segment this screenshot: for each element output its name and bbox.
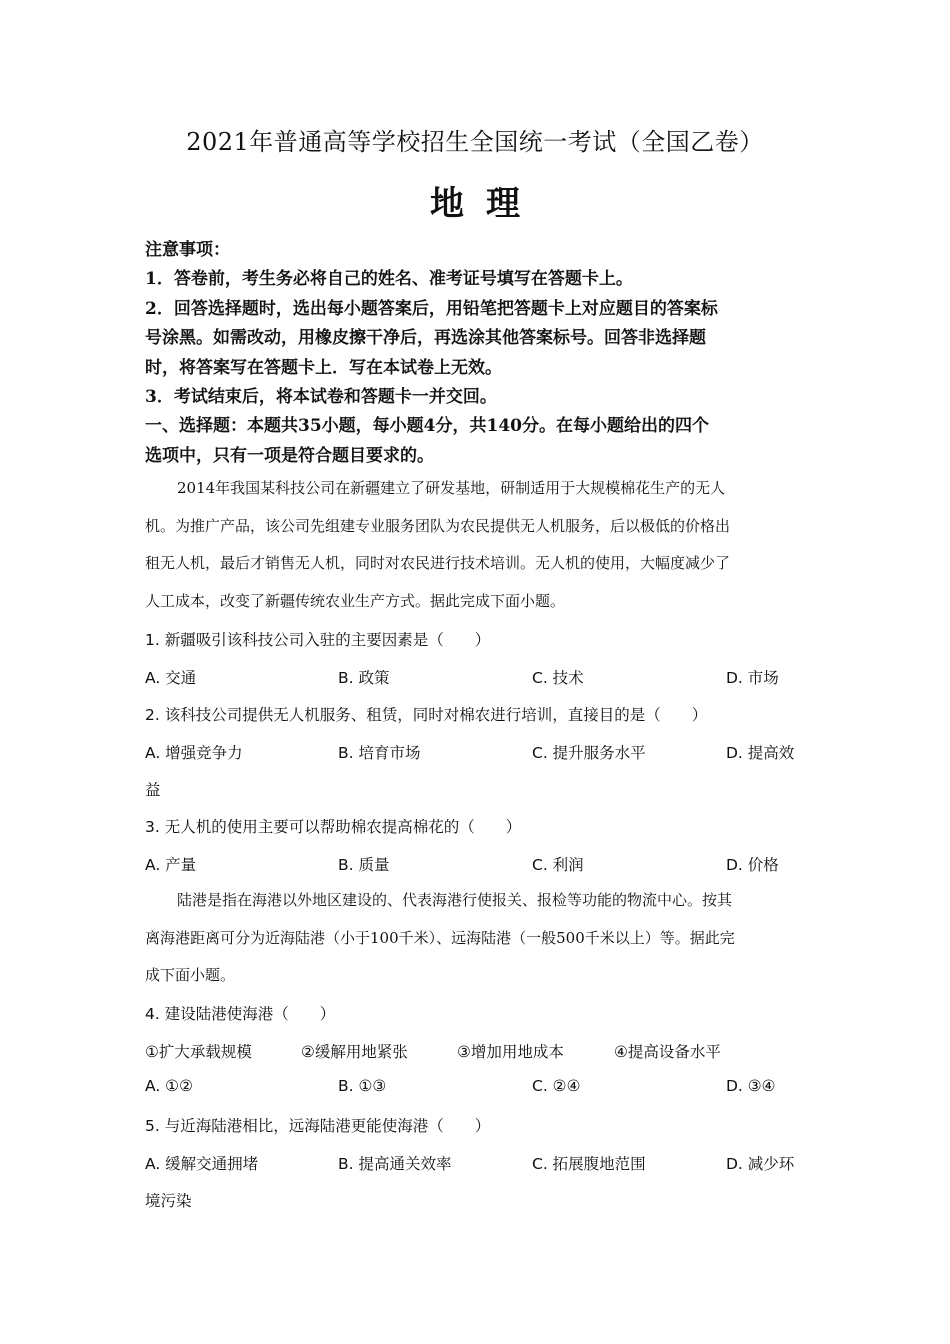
passage-line: 机。为推广产品，该公司先组建专业服务团队为农民提供无人机服务，后以极低的价格出	[145, 516, 731, 535]
option-a: A. 产量	[145, 856, 197, 874]
passage-line: 离海港距离可分为近海陆港（小于100千米）、远海陆港（一般500千米以上）等。据此完	[145, 928, 735, 947]
statement-3: ③增加用地成本	[457, 1043, 564, 1061]
option-a: A. 缓解交通拥堵	[145, 1155, 259, 1173]
option-a: A. 增强竞争力	[145, 744, 243, 762]
section-heading-line: 一、选择题：本题共35小题，每小题4分，共140分。在每小题给出的四个	[145, 416, 709, 437]
option-d: D. 市场	[726, 669, 779, 687]
option-d: D. 提高效	[726, 744, 795, 762]
statement-1: ①扩大承载规模	[145, 1043, 252, 1061]
option-d: D. 减少环	[726, 1155, 795, 1173]
option-a: A. ①②	[145, 1077, 193, 1095]
option-c: C. 利润	[532, 856, 584, 874]
notice-line: 1．答卷前，考生务必将自己的姓名、准考证号填写在答题卡上。	[145, 269, 633, 290]
question-1-stem: 1. 新疆吸引该科技公司入驻的主要因素是（ ）	[145, 631, 491, 649]
statement-2: ②缓解用地紧张	[301, 1043, 408, 1061]
passage-line: 2014年我国某科技公司在新疆建立了研发基地，研制适用于大规模棉花生产的无人	[177, 479, 726, 497]
passage-line: 人工成本，改变了新疆传统农业生产方式。据此完成下面小题。	[145, 591, 566, 610]
option-c: C. ②④	[532, 1077, 581, 1095]
question-5-options	[145, 1152, 810, 1174]
question-2-stem: 2. 该科技公司提供无人机服务、租赁，同时对棉农进行培训，直接目的是（ ）	[145, 706, 708, 724]
question-4-statements	[145, 1040, 810, 1062]
passage-line: 陆港是指在海港以外地区建设的、代表海港行使报关、报检等功能的物流中心。按其	[177, 891, 733, 909]
option-d: D. ③④	[726, 1077, 776, 1095]
passage-line: 成下面小题。	[145, 966, 236, 984]
section-heading-line: 选项中，只有一项是符合题目要求的。	[145, 445, 434, 466]
notice-section	[145, 236, 810, 471]
notice-line: 时，将答案写在答题卡上．写在本试卷上无效。	[145, 357, 502, 378]
option-c: C. 提升服务水平	[532, 744, 646, 762]
subject-title: 地理	[430, 184, 542, 224]
passage-dry-port	[145, 882, 810, 995]
notice-heading: 注意事项：	[145, 240, 230, 260]
question-5-option-d-wrap: 境污染	[145, 1192, 192, 1210]
option-a: A. 交通	[145, 669, 197, 687]
option-b: B. 培育市场	[338, 744, 421, 762]
question-5-stem: 5. 与近海陆港相比，远海陆港更能使海港（ ）	[145, 1117, 491, 1135]
option-c: C. 拓展腹地范围	[532, 1155, 646, 1173]
question-2-option-d-wrap: 益	[145, 781, 161, 799]
question-2-options	[145, 741, 810, 763]
question-3-stem: 3. 无人机的使用主要可以帮助棉农提高棉花的（ ）	[145, 818, 522, 836]
question-1-options	[145, 666, 810, 688]
option-b: B. 提高通关效率	[338, 1155, 452, 1173]
exam-title: 2021年普通高等学校招生全国统一考试（全国乙卷）	[186, 128, 764, 156]
statement-4: ④提高设备水平	[614, 1043, 721, 1061]
option-b: B. 质量	[338, 856, 390, 874]
option-b: B. 政策	[338, 669, 390, 687]
option-b: B. ①③	[338, 1077, 387, 1095]
option-c: C. 技术	[532, 669, 584, 687]
passage-line: 租无人机，最后才销售无人机，同时对农民进行技术培训。无人机的使用，大幅度减少了	[145, 554, 731, 572]
question-4-stem: 4. 建设陆港使海港（ ）	[145, 1005, 336, 1023]
notice-line: 3．考试结束后，将本试卷和答题卡一并交回。	[145, 387, 497, 408]
option-d: D. 价格	[726, 856, 779, 874]
passage-drone	[145, 470, 810, 620]
question-3-options	[145, 853, 810, 875]
notice-line: 号涂黑。如需改动，用橡皮擦干净后，再选涂其他答案标号。回答非选择题	[145, 328, 706, 349]
notice-line: 2．回答选择题时，选出每小题答案后，用铅笔把答题卡上对应题目的答案标	[145, 298, 718, 319]
question-4-options	[145, 1077, 810, 1099]
